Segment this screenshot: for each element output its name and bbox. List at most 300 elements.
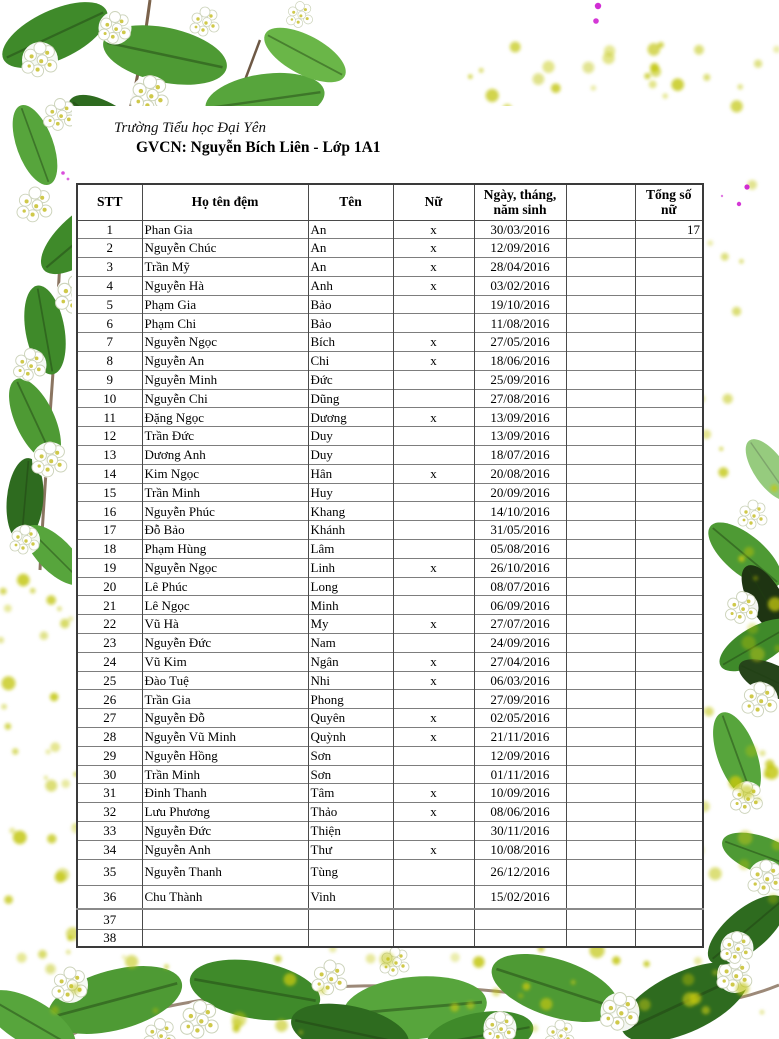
cell-blank (566, 239, 635, 258)
cell-ho-ten-dem: Nguyễn Ngọc (142, 558, 308, 577)
cell-tong-so-nu (635, 577, 703, 596)
cell-stt: 31 (77, 784, 142, 803)
cell-stt: 20 (77, 577, 142, 596)
cell-ho-ten-dem: Dương Anh (142, 446, 308, 465)
cell-tong-so-nu (635, 885, 703, 909)
cell-stt: 17 (77, 521, 142, 540)
cell-nu (393, 885, 474, 909)
cell-ngay-sinh: 28/04/2016 (474, 258, 566, 277)
cell-blank (566, 577, 635, 596)
cell-stt: 16 (77, 502, 142, 521)
cell-ten: Thảo (308, 803, 393, 822)
table-row (77, 370, 703, 389)
header-cell-stt: STT (77, 184, 142, 220)
cell-ngay-sinh: 30/03/2016 (474, 220, 566, 239)
header-cell-ho-ten-dem: Họ tên đệm (142, 184, 308, 220)
cell-ho-ten-dem: Trần Đức (142, 427, 308, 446)
cell-tong-so-nu (635, 822, 703, 841)
cell-ngay-sinh (474, 929, 566, 947)
cell-stt: 23 (77, 634, 142, 653)
cell-ngay-sinh: 18/06/2016 (474, 352, 566, 371)
cell-blank (566, 389, 635, 408)
cell-stt: 9 (77, 370, 142, 389)
cell-blank (566, 558, 635, 577)
table-row (77, 840, 703, 859)
cell-ngay-sinh: 19/10/2016 (474, 295, 566, 314)
cell-ten: An (308, 258, 393, 277)
cell-ten: Dũng (308, 389, 393, 408)
cell-stt: 2 (77, 239, 142, 258)
cell-stt: 26 (77, 690, 142, 709)
table-row (77, 765, 703, 784)
cell-nu (393, 295, 474, 314)
cell-ho-ten-dem: Đỗ Bảo (142, 521, 308, 540)
cell-blank (566, 276, 635, 295)
cell-nu (393, 370, 474, 389)
cell-nu (393, 389, 474, 408)
cell-tong-so-nu (635, 464, 703, 483)
cell-ho-ten-dem: Nguyễn Hồng (142, 746, 308, 765)
table-row (77, 239, 703, 258)
cell-tong-so-nu (635, 615, 703, 634)
cell-ten: Thư (308, 840, 393, 859)
cell-tong-so-nu (635, 239, 703, 258)
cell-ngay-sinh: 03/02/2016 (474, 276, 566, 295)
cell-stt: 22 (77, 615, 142, 634)
cell-blank (566, 446, 635, 465)
cell-nu (393, 540, 474, 559)
cell-ngay-sinh: 27/04/2016 (474, 652, 566, 671)
cell-nu: x (393, 652, 474, 671)
cell-blank (566, 909, 635, 929)
table-row (77, 258, 703, 277)
cell-nu: x (393, 464, 474, 483)
cell-blank (566, 258, 635, 277)
cell-ten: Linh (308, 558, 393, 577)
table-row (77, 615, 703, 634)
cell-nu (393, 634, 474, 653)
cell-stt: 36 (77, 885, 142, 909)
table-row (77, 427, 703, 446)
cell-nu (393, 690, 474, 709)
cell-nu (393, 521, 474, 540)
student-table-body (77, 220, 703, 947)
cell-stt: 18 (77, 540, 142, 559)
cell-blank (566, 352, 635, 371)
table-row (77, 803, 703, 822)
cell-ngay-sinh: 08/07/2016 (474, 577, 566, 596)
cell-nu (393, 859, 474, 885)
cell-ho-ten-dem: Trần Minh (142, 765, 308, 784)
cell-ho-ten-dem: Lê Ngọc (142, 596, 308, 615)
cell-nu: x (393, 220, 474, 239)
cell-stt: 34 (77, 840, 142, 859)
cell-nu (393, 577, 474, 596)
cell-ngay-sinh: 30/11/2016 (474, 822, 566, 841)
cell-nu (393, 314, 474, 333)
cell-stt: 14 (77, 464, 142, 483)
cell-tong-so-nu (635, 803, 703, 822)
cell-ten: Lâm (308, 540, 393, 559)
cell-blank (566, 859, 635, 885)
cell-stt: 8 (77, 352, 142, 371)
cell-ten: Long (308, 577, 393, 596)
cell-ngay-sinh: 26/10/2016 (474, 558, 566, 577)
cell-tong-so-nu (635, 652, 703, 671)
cell-ngay-sinh: 27/07/2016 (474, 615, 566, 634)
table-row (77, 464, 703, 483)
header-cell-tong-so-nu: Tổng số nữ (635, 184, 703, 220)
cell-blank (566, 464, 635, 483)
cell-nu (393, 909, 474, 929)
cell-stt: 6 (77, 314, 142, 333)
cell-blank (566, 652, 635, 671)
cell-blank (566, 596, 635, 615)
cell-blank (566, 822, 635, 841)
cell-tong-so-nu (635, 370, 703, 389)
cell-stt: 28 (77, 728, 142, 747)
table-row (77, 220, 703, 239)
cell-tong-so-nu (635, 540, 703, 559)
cell-blank (566, 709, 635, 728)
cell-ngay-sinh: 06/03/2016 (474, 671, 566, 690)
cell-nu: x (393, 239, 474, 258)
table-row (77, 540, 703, 559)
cell-tong-so-nu (635, 634, 703, 653)
cell-blank (566, 502, 635, 521)
cell-ho-ten-dem: Nguyễn Hà (142, 276, 308, 295)
cell-nu (393, 427, 474, 446)
cell-stt: 4 (77, 276, 142, 295)
cell-ho-ten-dem: Vũ Hà (142, 615, 308, 634)
cell-ten: Tùng (308, 859, 393, 885)
cell-tong-so-nu (635, 746, 703, 765)
cell-blank (566, 483, 635, 502)
cell-tong-so-nu (635, 558, 703, 577)
cell-blank (566, 427, 635, 446)
cell-nu: x (393, 615, 474, 634)
cell-tong-so-nu (635, 709, 703, 728)
cell-tong-so-nu (635, 276, 703, 295)
school-name: Trường Tiểu học Đại Yên (114, 120, 267, 136)
table-row (77, 558, 703, 577)
cell-ho-ten-dem: Lưu Phương (142, 803, 308, 822)
table-row (77, 690, 703, 709)
cell-nu (393, 596, 474, 615)
cell-nu: x (393, 558, 474, 577)
cell-stt: 7 (77, 333, 142, 352)
cell-ten: Duy (308, 427, 393, 446)
cell-nu (393, 929, 474, 947)
cell-ten: Tâm (308, 784, 393, 803)
cell-blank (566, 929, 635, 947)
cell-ho-ten-dem: Trần Gia (142, 690, 308, 709)
cell-stt: 10 (77, 389, 142, 408)
cell-stt: 27 (77, 709, 142, 728)
cell-ngay-sinh: 18/07/2016 (474, 446, 566, 465)
cell-blank (566, 690, 635, 709)
cell-nu: x (393, 709, 474, 728)
cell-ten: Sơn (308, 765, 393, 784)
cell-ngay-sinh: 11/08/2016 (474, 314, 566, 333)
cell-stt: 37 (77, 909, 142, 929)
cell-ho-ten-dem: Trần Mỹ (142, 258, 308, 277)
cell-stt: 1 (77, 220, 142, 239)
cell-ho-ten-dem: Lê Phúc (142, 577, 308, 596)
cell-blank (566, 370, 635, 389)
cell-blank (566, 314, 635, 333)
cell-nu: x (393, 333, 474, 352)
cell-tong-so-nu (635, 389, 703, 408)
cell-blank (566, 521, 635, 540)
table-row (77, 634, 703, 653)
cell-ho-ten-dem: Nguyễn Vũ Minh (142, 728, 308, 747)
cell-ten: Huy (308, 483, 393, 502)
cell-blank (566, 803, 635, 822)
cell-nu: x (393, 671, 474, 690)
cell-ho-ten-dem: Nguyễn Anh (142, 840, 308, 859)
cell-ngay-sinh: 13/09/2016 (474, 427, 566, 446)
cell-stt: 12 (77, 427, 142, 446)
cell-ho-ten-dem: Phạm Chi (142, 314, 308, 333)
cell-stt: 11 (77, 408, 142, 427)
cell-ten: Hân (308, 464, 393, 483)
cell-ten: Ngân (308, 652, 393, 671)
header-cell-ten: Tên (308, 184, 393, 220)
cell-stt: 32 (77, 803, 142, 822)
cell-ho-ten-dem: Nguyễn Thanh (142, 859, 308, 885)
cell-ngay-sinh: 31/05/2016 (474, 521, 566, 540)
cell-nu: x (393, 352, 474, 371)
cell-tong-so-nu (635, 502, 703, 521)
cell-ten: Quyên (308, 709, 393, 728)
cell-ho-ten-dem: Nguyễn Chúc (142, 239, 308, 258)
cell-ten: Dương (308, 408, 393, 427)
cell-stt: 29 (77, 746, 142, 765)
cell-blank (566, 885, 635, 909)
cell-blank (566, 746, 635, 765)
cell-tong-so-nu (635, 859, 703, 885)
table-row (77, 408, 703, 427)
cell-ho-ten-dem: Nguyễn Phúc (142, 502, 308, 521)
cell-tong-so-nu (635, 840, 703, 859)
cell-ngay-sinh: 12/09/2016 (474, 746, 566, 765)
cell-nu (393, 502, 474, 521)
cell-ten: Nhi (308, 671, 393, 690)
cell-nu: x (393, 840, 474, 859)
table-row (77, 784, 703, 803)
cell-ten: Duy (308, 446, 393, 465)
cell-ngay-sinh: 25/09/2016 (474, 370, 566, 389)
cell-nu: x (393, 803, 474, 822)
cell-ngay-sinh: 12/09/2016 (474, 239, 566, 258)
cell-blank (566, 295, 635, 314)
cell-tong-so-nu (635, 427, 703, 446)
table-row (77, 822, 703, 841)
cell-ho-ten-dem: Đào Tuệ (142, 671, 308, 690)
header-cell-ngay-sinh: Ngày, tháng, năm sinh (474, 184, 566, 220)
cell-stt: 33 (77, 822, 142, 841)
cell-ho-ten-dem: Nguyễn An (142, 352, 308, 371)
cell-ho-ten-dem: Đặng Ngọc (142, 408, 308, 427)
cell-tong-so-nu (635, 690, 703, 709)
cell-ten: An (308, 239, 393, 258)
cell-tong-so-nu (635, 333, 703, 352)
cell-ten: Bích (308, 333, 393, 352)
cell-blank (566, 765, 635, 784)
header-row (77, 184, 703, 220)
cell-nu (393, 746, 474, 765)
cell-ten: Quỳnh (308, 728, 393, 747)
cell-stt: 15 (77, 483, 142, 502)
cell-tong-so-nu (635, 728, 703, 747)
cell-tong-so-nu (635, 295, 703, 314)
table-row (77, 314, 703, 333)
cell-ngay-sinh (474, 909, 566, 929)
cell-ten: Minh (308, 596, 393, 615)
table-row (77, 929, 703, 947)
cell-stt: 21 (77, 596, 142, 615)
cell-ten: Sơn (308, 746, 393, 765)
cell-stt: 19 (77, 558, 142, 577)
cell-tong-so-nu (635, 446, 703, 465)
table-row (77, 909, 703, 929)
cell-ho-ten-dem: Nguyễn Đức (142, 822, 308, 841)
table-row (77, 746, 703, 765)
student-table (76, 183, 704, 948)
cell-blank (566, 220, 635, 239)
table-row (77, 577, 703, 596)
table-row (77, 885, 703, 909)
cell-ngay-sinh: 01/11/2016 (474, 765, 566, 784)
header-cell-nu: Nữ (393, 184, 474, 220)
cell-ngay-sinh: 26/12/2016 (474, 859, 566, 885)
cell-blank (566, 615, 635, 634)
cell-ngay-sinh: 02/05/2016 (474, 709, 566, 728)
cell-ten: Vinh (308, 885, 393, 909)
cell-ten (308, 929, 393, 947)
cell-ten: Bảo (308, 314, 393, 333)
table-row (77, 859, 703, 885)
cell-ngay-sinh: 13/09/2016 (474, 408, 566, 427)
cell-stt: 13 (77, 446, 142, 465)
cell-tong-so-nu (635, 314, 703, 333)
cell-ho-ten-dem: Nguyễn Đỗ (142, 709, 308, 728)
cell-blank (566, 728, 635, 747)
cell-ho-ten-dem: Phan Gia (142, 220, 308, 239)
cell-ten: Anh (308, 276, 393, 295)
table-row (77, 728, 703, 747)
cell-ho-ten-dem: Nguyễn Đức (142, 634, 308, 653)
cell-ten: Nam (308, 634, 393, 653)
cell-blank (566, 540, 635, 559)
cell-ho-ten-dem: Chu Thành (142, 885, 308, 909)
cell-tong-so-nu (635, 596, 703, 615)
cell-ngay-sinh: 27/05/2016 (474, 333, 566, 352)
cell-tong-so-nu (635, 671, 703, 690)
table-row (77, 483, 703, 502)
cell-nu: x (393, 276, 474, 295)
cell-nu (393, 483, 474, 502)
cell-stt: 5 (77, 295, 142, 314)
cell-tong-so-nu (635, 258, 703, 277)
cell-ten: Phong (308, 690, 393, 709)
cell-nu (393, 765, 474, 784)
cell-blank (566, 333, 635, 352)
cell-ngay-sinh: 06/09/2016 (474, 596, 566, 615)
cell-ho-ten-dem: Trần Minh (142, 483, 308, 502)
cell-ngay-sinh: 05/08/2016 (474, 540, 566, 559)
table-row (77, 502, 703, 521)
cell-blank (566, 784, 635, 803)
cell-ho-ten-dem (142, 909, 308, 929)
cell-nu: x (393, 728, 474, 747)
cell-stt: 35 (77, 859, 142, 885)
cell-ten (308, 909, 393, 929)
cell-nu (393, 446, 474, 465)
cell-stt: 25 (77, 671, 142, 690)
cell-tong-so-nu (635, 929, 703, 947)
cell-ho-ten-dem: Nguyễn Chi (142, 389, 308, 408)
cell-tong-so-nu (635, 521, 703, 540)
cell-tong-so-nu: 17 (635, 220, 703, 239)
cell-ten: Đức (308, 370, 393, 389)
cell-ho-ten-dem: Phạm Hùng (142, 540, 308, 559)
cell-ngay-sinh: 08/06/2016 (474, 803, 566, 822)
cell-tong-so-nu (635, 784, 703, 803)
cell-blank (566, 671, 635, 690)
cell-tong-so-nu (635, 483, 703, 502)
cell-stt: 30 (77, 765, 142, 784)
cell-nu: x (393, 408, 474, 427)
cell-stt: 3 (77, 258, 142, 277)
table-row (77, 389, 703, 408)
table-row (77, 276, 703, 295)
cell-tong-so-nu (635, 352, 703, 371)
cell-ngay-sinh: 10/09/2016 (474, 784, 566, 803)
cell-ho-ten-dem: Phạm Gia (142, 295, 308, 314)
cell-blank (566, 840, 635, 859)
table-row (77, 652, 703, 671)
cell-tong-so-nu (635, 408, 703, 427)
cell-stt: 24 (77, 652, 142, 671)
cell-ten: Chi (308, 352, 393, 371)
table-row (77, 521, 703, 540)
table-row (77, 596, 703, 615)
cell-ten: Khánh (308, 521, 393, 540)
cell-blank (566, 408, 635, 427)
table-row (77, 709, 703, 728)
cell-ngay-sinh: 24/09/2016 (474, 634, 566, 653)
cell-tong-so-nu (635, 909, 703, 929)
cell-nu: x (393, 258, 474, 277)
cell-ho-ten-dem: Đinh Thanh (142, 784, 308, 803)
table-row (77, 295, 703, 314)
cell-ngay-sinh: 20/09/2016 (474, 483, 566, 502)
cell-ten: My (308, 615, 393, 634)
cell-ngay-sinh: 20/08/2016 (474, 464, 566, 483)
cell-ho-ten-dem: Nguyễn Ngọc (142, 333, 308, 352)
cell-ngay-sinh: 15/02/2016 (474, 885, 566, 909)
table-row (77, 671, 703, 690)
table-row (77, 446, 703, 465)
cell-ngay-sinh: 10/08/2016 (474, 840, 566, 859)
cell-ho-ten-dem: Vũ Kim (142, 652, 308, 671)
cell-ho-ten-dem: Kim Ngọc (142, 464, 308, 483)
table-row (77, 333, 703, 352)
cell-ten: An (308, 220, 393, 239)
header-cell-blank (566, 184, 635, 220)
